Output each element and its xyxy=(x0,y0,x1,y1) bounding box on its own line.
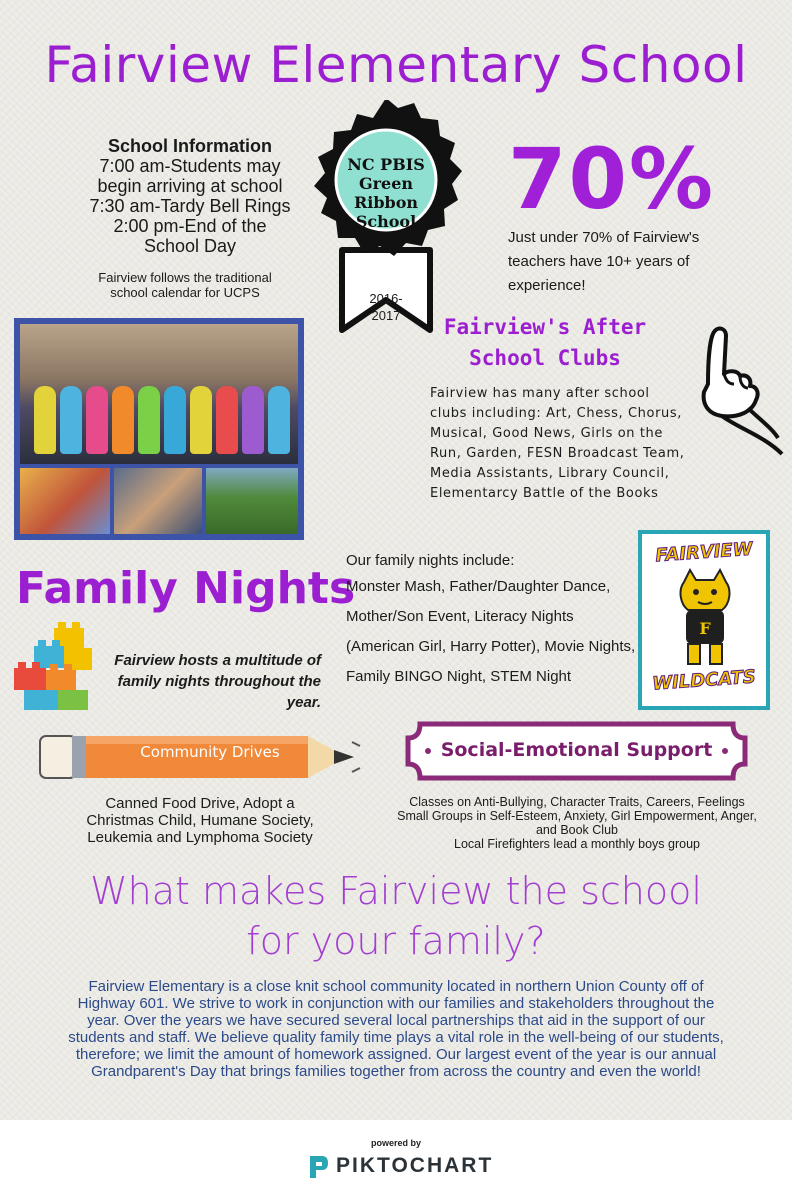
sel-label: Social-Emotional Support xyxy=(440,739,713,761)
svg-text:F: F xyxy=(699,619,711,638)
community-paragraph: Fairview Elementary is a close knit school community located in northern Union County off of Highway 601. We strive to work in conjunction with our families and stakeholders throughout the year. Over the years we have secured several local partnerships that aid in the support of our students and staff. We believe quality family time plays a vital role in the well-being of our students, therefore; we limit the amount of homework assigned. Our largest event of the year is our annual Grandparent's Day that brings families together from across the country and even the world! xyxy=(68,978,724,1080)
piktochart-wordmark: PIKTOCHART xyxy=(336,1154,494,1177)
wildcats-logo xyxy=(638,530,770,710)
clubs-heading-line: School Clubs xyxy=(469,346,621,370)
sel-description xyxy=(388,795,766,851)
students-photo xyxy=(114,468,202,534)
community-drives-banner xyxy=(34,732,364,782)
community-drives-label: Community Drives xyxy=(140,743,280,761)
pointing-finger-icon xyxy=(678,318,788,458)
garden-photo xyxy=(206,468,298,534)
clubs-description: Fairview has many after school clubs including: Art, Chess, Chorus, Musical, Good News, Girls on the Run, Garden, FESN Broadcast Team, Media Assistants, Library Council, Elementarcy Battle of the Books xyxy=(430,386,685,501)
group-photo xyxy=(20,324,298,464)
clubs-heading xyxy=(420,312,670,374)
photo-figure xyxy=(60,386,82,454)
question-line: What makes Fairview the school xyxy=(90,869,702,913)
family-nights-host-text: Fairview hosts a multitude of family nights throughout the year. xyxy=(114,652,321,711)
photo-figure xyxy=(112,386,134,454)
family-nights-intro: Our family nights include: xyxy=(346,552,515,569)
classroom-photo xyxy=(20,468,110,534)
sel-line: Local Firefighters lead a monthly boys group xyxy=(454,837,700,851)
school-information xyxy=(60,136,320,256)
photo-figure xyxy=(86,386,108,454)
photo-figure xyxy=(190,386,212,454)
photo-figure xyxy=(34,386,56,454)
piktochart-footer xyxy=(0,1120,792,1200)
school-info-line: 7:00 am-Students may xyxy=(99,156,281,176)
student-photo-collage xyxy=(14,318,304,540)
photo-figure xyxy=(268,386,290,454)
family-nights-heading: Family Nights xyxy=(16,563,356,614)
photo-figure xyxy=(242,386,264,454)
school-info-line: begin arriving at school xyxy=(97,176,283,196)
photo-figure xyxy=(216,386,238,454)
ribbon-award-text: NC PBIS Green Ribbon School xyxy=(347,155,425,231)
lego-blocks-icon xyxy=(10,620,96,712)
sel-banner xyxy=(404,720,749,782)
powered-by-text: powered by xyxy=(370,1138,421,1148)
logo-top-text: FAIRVIEW xyxy=(654,538,754,567)
experience-note: Just under 70% of Fairview's teachers have 10+ years of experience! xyxy=(508,229,700,294)
school-info-heading: School Information xyxy=(108,136,272,156)
green-ribbon-award xyxy=(290,100,490,340)
question-line: for your family? xyxy=(246,919,546,963)
page-title: Fairview Elementary School xyxy=(44,36,748,94)
clubs-heading-line: Fairview's After xyxy=(443,315,647,339)
calendar-note: Fairview follows the traditional school calendar for UCPS xyxy=(98,270,272,300)
closing-question xyxy=(0,866,792,966)
school-info-line: 7:30 am-Tardy Bell Rings xyxy=(89,196,291,216)
photo-figure xyxy=(164,386,186,454)
sel-line: Small Groups in Self-Esteem, Anxiety, Girl Empowerment, Anger, and Book Club xyxy=(397,809,757,837)
family-nights-list: Monster Mash, Father/Daughter Dance, Mother/Son Event, Literacy Nights (American Girl, Harry Potter), Movie Nights, Family BINGO Night, STEM Night xyxy=(346,578,636,685)
photo-figure xyxy=(138,386,160,454)
ribbon-year: 2016-2017 xyxy=(369,291,403,323)
community-drives-list: Canned Food Drive, Adopt a Christmas Child, Humane Society, Leukemia and Lymphoma Society xyxy=(86,795,314,846)
school-info-line: 2:00 pm-End of the xyxy=(113,216,267,236)
logo-bottom-text: WILDCATS xyxy=(651,666,757,695)
wildcat-mascot-icon xyxy=(670,568,740,668)
piktochart-brand[interactable] xyxy=(306,1152,496,1182)
experience-percent: 70% xyxy=(508,130,716,228)
school-info-line: School Day xyxy=(143,236,237,256)
sel-line: Classes on Anti-Bullying, Character Traits, Careers, Feelings xyxy=(409,795,745,809)
piktochart-logo-icon xyxy=(306,1154,330,1180)
